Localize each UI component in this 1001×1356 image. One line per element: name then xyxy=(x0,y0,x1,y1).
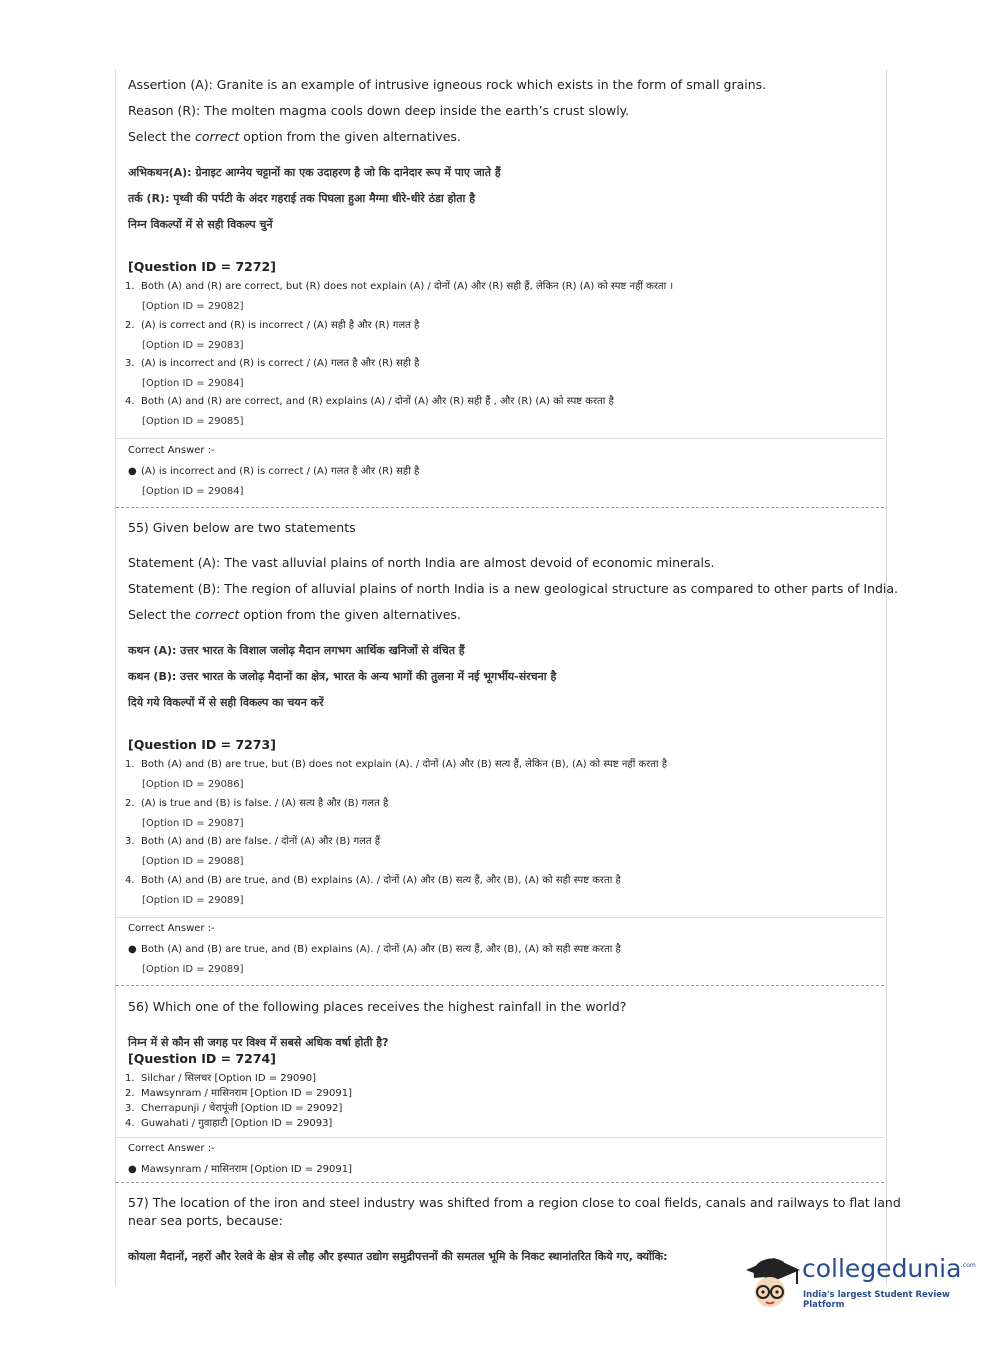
option-id: [Option ID = 29085] xyxy=(142,416,244,427)
option-4: 4. Both (A) and (R) are correct, and (R) explains (A) / दोनों (A) और (R) सही हैं , और (R) (A) को स्पष्ट करता है xyxy=(125,396,614,407)
hindi-instruction: निम्न विकल्पों में से सही विकल्प चुनें xyxy=(128,218,273,231)
question-separator xyxy=(116,507,884,508)
option-id: [Option ID = 29083] xyxy=(142,340,244,351)
correct-answer: ● Both (A) and (B) are true, and (B) explains (A). / दोनों (A) और (B) सत्य हैं, और (B), (A) को सही स्पष्ट करता है xyxy=(128,944,621,955)
logo-suffix: .com xyxy=(961,1262,976,1269)
option-1: 1. Both (A) and (R) are correct, but (R) does not explain (A) / दोनों (A) और (R) सही हैं, लेकिन (R) (A) को स्पष्ट नहीं करता । xyxy=(125,281,674,292)
question-heading: 56) Which one of the following places receives the highest rainfall in the world? xyxy=(128,999,627,1014)
logo-tagline: India's largest Student Review Platform xyxy=(803,1290,950,1310)
hindi-statement-a: कथन (A): उत्तर भारत के विशाल जलोढ़ मैदान लगभग आर्थिक खनिजों से वंचित हैं xyxy=(128,644,465,657)
correct-answer: ● Mawsynram / मासिनराम [Option ID = 29091] xyxy=(128,1164,352,1175)
option-id: [Option ID = 29084] xyxy=(142,378,244,389)
assertion-text: Assertion (A): Granite is an example of intrusive igneous rock which exists in the form of small grains. xyxy=(128,77,767,92)
correct-option-id: [Option ID = 29084] xyxy=(142,486,244,497)
hindi-question: निम्न में से कौन सी जगह पर विश्व में सबसे अधिक वर्षा होती है? xyxy=(128,1036,389,1049)
option-3: 3. Cherrapunji / चेरापूंजी [Option ID = 29092] xyxy=(125,1103,343,1114)
select-instruction: Select the correct option from the given alternatives. xyxy=(128,607,461,622)
hindi-question: कोयला मैदानों, नहरों और रेलवे के क्षेत्र से लौह और इस्पात उद्योग समुद्रीपत्तनों की समतल भूमि के निकट स्थानांतरित किये गए, क्योंकि: xyxy=(128,1250,668,1263)
option-id: [Option ID = 29086] xyxy=(142,779,244,790)
option-4: 4. Both (A) and (B) are true, and (B) explains (A). / दोनों (A) और (B) सत्य हैं, और (B), (A) को सही स्पष्ट करता है xyxy=(125,875,621,886)
question-heading-line-1: 57) The location of the iron and steel industry was shifted from a region close to coal fields, canals and railways to flat land xyxy=(128,1195,901,1210)
question-id: [Question ID = 7273] xyxy=(128,737,276,752)
correct-option-id: [Option ID = 29089] xyxy=(142,964,244,975)
divider xyxy=(116,1137,884,1138)
correct-answer-label: Correct Answer :- xyxy=(128,1143,215,1154)
question-id: [Question ID = 7272] xyxy=(128,259,276,274)
reason-text: Reason (R): The molten magma cools down deep inside the earth’s crust slowly. xyxy=(128,103,630,118)
option-id: [Option ID = 29088] xyxy=(142,856,244,867)
question-id: [Question ID = 7274] xyxy=(128,1051,276,1066)
option-id: [Option ID = 29082] xyxy=(142,301,244,312)
option-id: [Option ID = 29089] xyxy=(142,895,244,906)
hindi-instruction: दिये गये विकल्पों में से सही विकल्प का चयन करें xyxy=(128,696,324,709)
question-heading-line-2: near sea ports, because: xyxy=(128,1213,283,1228)
option-2: 2. Mawsynram / मासिनराम [Option ID = 29091] xyxy=(125,1088,352,1099)
correct-answer-label: Correct Answer :- xyxy=(128,445,215,456)
question-separator xyxy=(116,985,884,986)
question-heading: 55) Given below are two statements xyxy=(128,520,356,535)
option-id: [Option ID = 29087] xyxy=(142,818,244,829)
statement-b: Statement (B): The region of alluvial plains of north India is a new geological structure as compared to other parts of India. xyxy=(128,581,899,596)
option-4: 4. Guwahati / गुवाहाटी [Option ID = 29093] xyxy=(125,1118,333,1129)
option-2: 2. (A) is true and (B) is false. / (A) सत्य है और (B) गलत है xyxy=(125,798,389,809)
option-2: 2. (A) is correct and (R) is incorrect / (A) सही है और (R) गलत है xyxy=(125,320,420,331)
collegedunia-logo xyxy=(740,1248,976,1318)
option-3: 3. (A) is incorrect and (R) is correct / (A) गलत है और (R) सही है xyxy=(125,358,420,369)
statement-a: Statement (A): The vast alluvial plains of north India are almost devoid of economic minerals. xyxy=(128,555,715,570)
option-1: 1. Both (A) and (B) are true, but (B) does not explain (A). / दोनों (A) और (B) सत्य हैं, लेकिन (B), (A) को स्पष्ट नहीं करता है xyxy=(125,759,668,770)
correct-answer: ● (A) is incorrect and (R) is correct / (A) गलत है और (R) सही है xyxy=(128,466,420,477)
mascot-icon xyxy=(740,1248,802,1314)
select-instruction: Select the correct option from the given alternatives. xyxy=(128,129,461,144)
divider xyxy=(116,438,884,439)
question-separator xyxy=(116,1182,884,1183)
logo-name: collegedunia xyxy=(802,1254,962,1283)
correct-answer-label: Correct Answer :- xyxy=(128,923,215,934)
option-1: 1. Silchar / सिलचर [Option ID = 29090] xyxy=(125,1073,317,1084)
divider xyxy=(116,917,884,918)
option-3: 3. Both (A) and (B) are false. / दोनों (A) और (B) गलत हैं xyxy=(125,836,381,847)
hindi-assertion: अभिकथन(A): ग्रेनाइट आग्नेय चट्टानों का एक उदाहरण है जो कि दानेदार रूप में पाए जाते हैं xyxy=(128,166,501,179)
hindi-reason: तर्क (R): पृथ्वी की पर्पटी के अंदर गहराई तक पिघला हुआ मैग्मा धीरे-धीरे ठंडा होता है xyxy=(128,192,476,205)
hindi-statement-b: कथन (B): उत्तर भारत के जलोढ़ मैदानों का क्षेत्र, भारत के अन्य भागों की तुलना में नई भूगर्भीय-संरचना है xyxy=(128,670,557,683)
